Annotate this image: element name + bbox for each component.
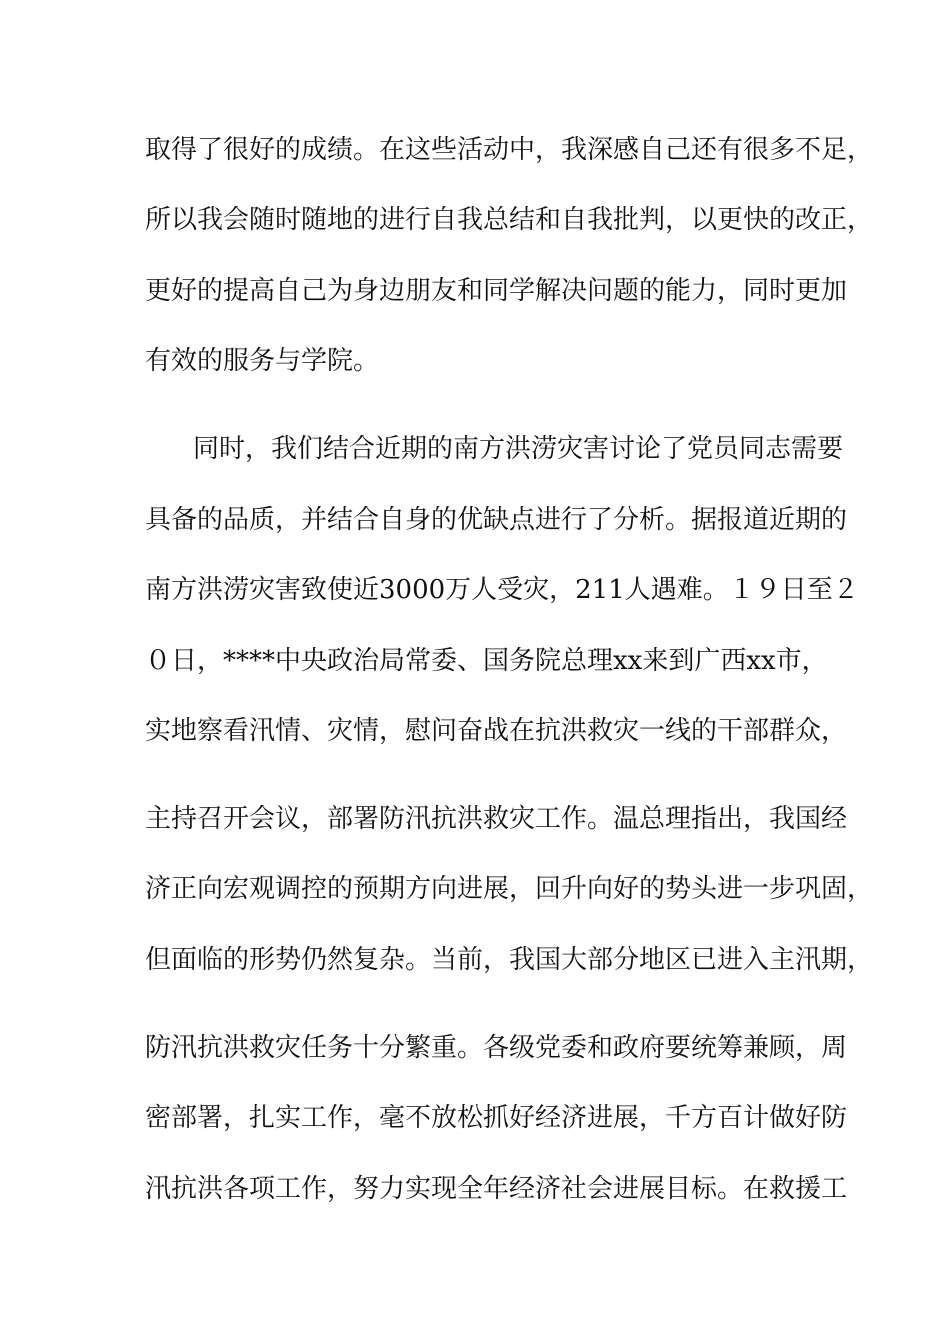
text-line-3: 更好的提高自己为身边朋友和同学解决问题的能力，同时更加 xyxy=(145,276,848,306)
text-line-8: ０日，****中央政治局常委、国务院总理xx来到广西xx市， xyxy=(145,646,828,676)
text-line-11: 济正向宏观调控的预期方向进展，回升向好的势头进一步巩固， xyxy=(145,874,874,904)
text-line-9: 实地察看汛情、灾情，慰问奋战在抗洪救灾一线的干部群众， xyxy=(145,716,848,746)
text-line-6: 具备的品质，并结合自身的优缺点进行了分析。据报道近期的 xyxy=(145,505,848,535)
text-line-2: 所以我会随时随地的进行自我总结和自我批判，以更快的改正， xyxy=(145,205,874,235)
text-line-12: 但面临的形势仍然复杂。当前，我国大部分地区已进入主汛期， xyxy=(145,945,874,975)
text-line-1: 取得了很好的成绩。在这些活动中，我深感自己还有很多不足， xyxy=(145,135,874,165)
text-line-14: 密部署，扎实工作，毫不放松抓好经济进展，千方百计做好防 xyxy=(145,1103,848,1133)
paragraph-start-line: 同时，我们结合近期的南方洪涝灾害讨论了党员同志需要 xyxy=(193,434,844,464)
text-line-15: 汛抗洪各项工作，努力实现全年经济社会进展目标。在救援工 xyxy=(145,1174,848,1204)
text-line-10: 主持召开会议，部署防汛抗洪救灾工作。温总理指出，我国经 xyxy=(145,804,848,834)
text-line-13: 防汛抗洪救灾任务十分繁重。各级党委和政府要统筹兼顾，周 xyxy=(145,1033,848,1063)
text-line-7: 南方洪涝灾害致使近3000万人受灾，211人遇难。１９日至２ xyxy=(145,575,859,605)
text-line-4: 有效的服务与学院。 xyxy=(145,346,380,376)
